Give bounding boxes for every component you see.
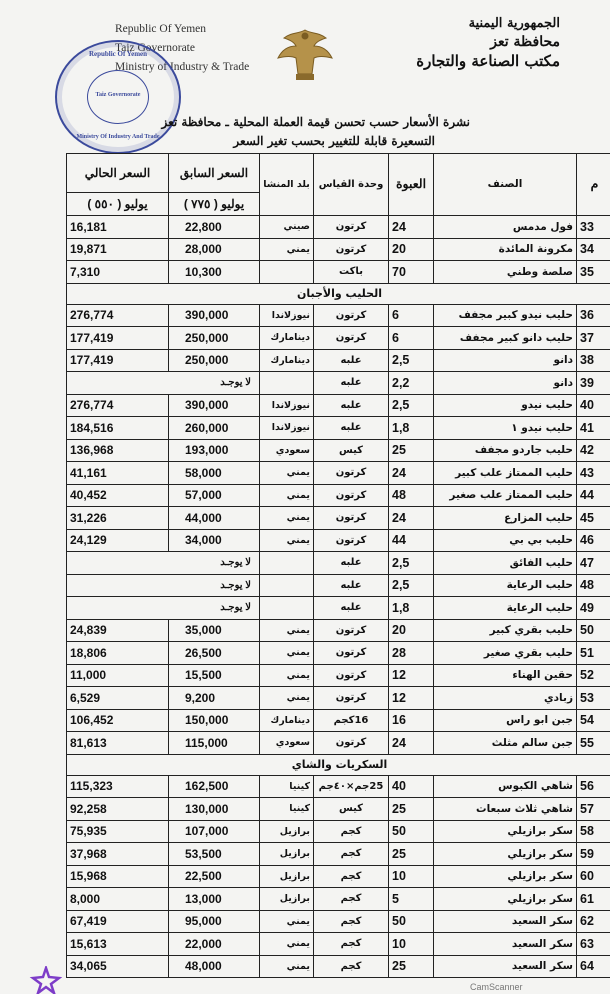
cell-origin: سعودي [260,732,314,755]
cell-pack: 25 [389,439,434,462]
cell-item: حليب نيدو كبير مجفف [434,304,577,327]
cell-new-price: 24,839 [67,619,169,642]
cell-new-price: 24,129 [67,529,169,552]
cell-pack: 6 [389,327,434,350]
cell-origin: يمني [260,664,314,687]
cell-new-price: 19,871 [67,238,169,261]
cell-item: حليب بي بي [434,529,577,552]
cell-old-price: 107,000 [169,820,260,843]
cell-num: 45 [577,507,610,530]
cell-origin: دينامارك [260,349,314,372]
cell-old-price: 390,000 [169,304,260,327]
cell-item: حليب نيدو ١ [434,417,577,440]
table-row [67,865,610,888]
table-row [67,349,610,372]
cell-num: 64 [577,955,610,978]
cell-item: حقين الهناء [434,664,577,687]
table-row [67,552,610,575]
cell-origin: كينيا [260,775,314,798]
cell-old-price: 57,000 [169,484,260,507]
cell-new-price: 7,310 [67,261,169,284]
cell-item: سكر السعيد [434,910,577,933]
table-row [67,529,610,552]
cell-pack: 16 [389,709,434,732]
cell-new-price: 34,065 [67,955,169,978]
cell-pack: 20 [389,238,434,261]
cell-unit: كرتون [314,529,389,552]
cell-unit: علبه [314,552,389,575]
cell-unit: كرتون [314,507,389,530]
cell-num: 33 [577,216,610,239]
cell-new-price: 31,226 [67,507,169,530]
cell-new-price: 40,452 [67,484,169,507]
cell-unit: كجم [314,955,389,978]
cell-new-price: 11,000 [67,664,169,687]
cell-old-price: 9,200 [169,687,260,710]
cell-origin: يمني [260,687,314,710]
section-row-sugar [67,754,610,775]
cell-unit: باكت [314,261,389,284]
col-header-pack: العبوة [389,154,434,216]
cell-origin [260,597,314,620]
cell-origin [260,261,314,284]
cell-pack: 2,2 [389,372,434,395]
cell-origin: يمني [260,529,314,552]
cell-pack: 70 [389,261,434,284]
cell-unit: كرتون [314,304,389,327]
cell-unit: كرتون [314,732,389,755]
cell-pack: 44 [389,529,434,552]
cell-unit: كجم [314,933,389,956]
table-group-milk [67,304,610,754]
cell-old-price: 13,000 [169,888,260,911]
cell-origin: يمني [260,462,314,485]
table-row [67,732,610,755]
letterhead-office-ar: مكتب الصناعة والتجارة [416,52,560,70]
table-row [67,709,610,732]
section-title-milk: الحليب والأجبان [67,283,610,304]
table-row [67,304,610,327]
cell-item: حليب الممتاز علب كبير [434,462,577,485]
cell-origin: يمني [260,642,314,665]
cell-origin: برازيل [260,843,314,866]
cell-num: 53 [577,687,610,710]
cell-new-price: 18,806 [67,642,169,665]
cell-num: 50 [577,619,610,642]
cell-num: 56 [577,775,610,798]
cell-item: حليب المزارع [434,507,577,530]
cell-item: دانو [434,349,577,372]
cell-new-price: 115,323 [67,775,169,798]
cell-unit: كيس [314,439,389,462]
cell-pack: 50 [389,910,434,933]
cell-unit: كجم [314,888,389,911]
table-row [67,597,610,620]
cell-origin: برازيل [260,865,314,888]
cell-origin: يمني [260,507,314,530]
cell-unit: كرتون [314,327,389,350]
cell-pack: 1,8 [389,417,434,440]
letterhead-country-en: Republic Of Yemen [115,23,207,35]
cell-old-price: 26,500 [169,642,260,665]
cell-pack: 2,5 [389,574,434,597]
cell-num: 51 [577,642,610,665]
cell-origin: نيوزلاندا [260,394,314,417]
cell-unit: كرتون [314,238,389,261]
cell-old-price: 44,000 [169,507,260,530]
cell-origin: يمني [260,910,314,933]
scanner-logo-icon [28,966,64,994]
section-row-milk [67,283,610,304]
cell-new-price: 67,419 [67,910,169,933]
yemen-eagle-emblem-icon [270,24,340,86]
cell-num: 34 [577,238,610,261]
table-row [67,238,610,261]
cell-item: سكر السعيد [434,955,577,978]
cell-pack: 12 [389,664,434,687]
table-row [67,798,610,821]
cell-origin: يمني [260,933,314,956]
cell-origin: يمني [260,484,314,507]
col-header-new-price: السعر الحالي [67,154,169,193]
cell-old-price: 48,000 [169,955,260,978]
cell-unit: علبه [314,417,389,440]
cell-num: 37 [577,327,610,350]
cell-old-price: 250,000 [169,327,260,350]
arabic-letterhead [416,14,560,71]
col-header-old-price: السعر السابق [169,154,260,193]
table-row [67,820,610,843]
cell-not-available: لا يوجـد [67,574,260,597]
cell-unit: كرتون [314,216,389,239]
cell-num: 61 [577,888,610,911]
cell-num: 49 [577,597,610,620]
cell-new-price: 41,161 [67,462,169,485]
cell-new-price: 15,968 [67,865,169,888]
cell-new-price: 15,613 [67,933,169,956]
cell-old-price: 150,000 [169,709,260,732]
cell-item: حليب جاردو مجفف [434,439,577,462]
cell-item: حليب بقري كبير [434,619,577,642]
cell-item: سكر برازيلي [434,865,577,888]
stamp-text-mid: Taiz Governorate [95,92,141,98]
cell-pack: 50 [389,820,434,843]
cell-pack: 6 [389,304,434,327]
cell-pack: 12 [389,687,434,710]
letterhead-country-ar: الجمهورية اليمنية [468,16,560,31]
cell-old-price: 115,000 [169,732,260,755]
cell-num: 36 [577,304,610,327]
cell-pack: 2,5 [389,552,434,575]
cell-pack: 25 [389,955,434,978]
cell-old-price: 22,000 [169,933,260,956]
cell-num: 43 [577,462,610,485]
cell-old-price: 193,000 [169,439,260,462]
cell-num: 42 [577,439,610,462]
cell-new-price: 81,613 [67,732,169,755]
cell-num: 58 [577,820,610,843]
cell-new-price: 75,935 [67,820,169,843]
cell-unit: علبه [314,597,389,620]
table-row [67,619,610,642]
cell-item: مكرونة المائدة [434,238,577,261]
table-row [67,372,610,395]
cell-item: شاهي الكبوس [434,775,577,798]
col-subheader-old-date: يوليو ( ٧٧٥ ) [169,193,260,216]
cell-item: سكر السعيد [434,933,577,956]
cell-origin [260,372,314,395]
cell-old-price: 250,000 [169,349,260,372]
letterhead-governorate-en: Taiz Governorate [115,42,195,54]
cell-origin: نيوزلاندا [260,417,314,440]
table-row [67,327,610,350]
cell-item: حليب الرعاية [434,597,577,620]
cell-num: 60 [577,865,610,888]
table-group-legumes [67,216,610,284]
cell-pack: 48 [389,484,434,507]
cell-unit: كرتون [314,484,389,507]
table-row [67,933,610,956]
cell-new-price: 8,000 [67,888,169,911]
cell-old-price: 28,000 [169,238,260,261]
table-row [67,664,610,687]
cell-old-price: 22,500 [169,865,260,888]
cell-not-available: لا يوجـد [67,552,260,575]
cell-old-price: 390,000 [169,394,260,417]
cell-not-available: لا يوجـد [67,372,260,395]
cell-old-price: 15,500 [169,664,260,687]
letterhead-office-en: Ministry of Industry & Trade [115,61,250,73]
cell-num: 46 [577,529,610,552]
table-group-sugar [67,775,610,978]
cell-old-price: 162,500 [169,775,260,798]
cell-new-price: 184,516 [67,417,169,440]
cell-item: شاهي ثلاث سبعات [434,798,577,821]
stamp-text-top: Republic Of Yemen [88,50,148,58]
cell-unit: كيس [314,798,389,821]
cell-item: سكر برازيلي [434,888,577,911]
cell-origin: كينيا [260,798,314,821]
cell-item: حليب بقري صغير [434,642,577,665]
cell-old-price: 130,000 [169,798,260,821]
cell-old-price: 35,000 [169,619,260,642]
col-header-unit: وحدة القياس [314,154,389,216]
cell-origin: برازيل [260,820,314,843]
table-row [67,687,610,710]
cell-pack: 2,5 [389,394,434,417]
cell-num: 57 [577,798,610,821]
cell-old-price: 58,000 [169,462,260,485]
cell-new-price: 37,968 [67,843,169,866]
bulletin-title: نشرة الأسعار حسب تحسن قيمة العملة المحلية ـ محافظة تعز [161,115,470,129]
cell-new-price: 276,774 [67,394,169,417]
cell-new-price: 106,452 [67,709,169,732]
cell-unit: كرتون [314,619,389,642]
price-table [66,153,610,978]
cell-num: 63 [577,933,610,956]
cell-num: 44 [577,484,610,507]
cell-origin: دينامارك [260,709,314,732]
bulletin-subtitle: التسعيرة قابلة للتغيير بحسب تغير السعر [233,134,435,148]
cell-num: 62 [577,910,610,933]
cell-num: 55 [577,732,610,755]
table-row [67,642,610,665]
section-title-sugar: السكريات والشاي [67,754,610,775]
cell-new-price: 177,419 [67,327,169,350]
cell-num: 47 [577,552,610,575]
scanner-watermark: CamScanner [470,982,523,992]
cell-item: سكر برازيلي [434,820,577,843]
table-row [67,216,610,239]
cell-num: 59 [577,843,610,866]
cell-unit: كرتون [314,664,389,687]
table-row [67,507,610,530]
cell-item: سكر برازيلي [434,843,577,866]
table-header-row [67,154,610,193]
cell-num: 35 [577,261,610,284]
cell-unit: كجم [314,820,389,843]
col-header-origin: بلد المنشا [260,154,314,216]
cell-pack: 25 [389,843,434,866]
cell-item: جبن ابو راس [434,709,577,732]
cell-unit: كجم [314,843,389,866]
cell-num: 48 [577,574,610,597]
cell-unit: كرتون [314,642,389,665]
cell-pack: 28 [389,642,434,665]
cell-unit: كرتون [314,462,389,485]
cell-item: حليب نيدو [434,394,577,417]
table-row [67,439,610,462]
cell-unit: علبه [314,574,389,597]
table-row [67,955,610,978]
cell-origin: صيني [260,216,314,239]
cell-origin: برازيل [260,888,314,911]
cell-unit: 16كجم [314,709,389,732]
cell-item: حليب الممتاز علب صغير [434,484,577,507]
cell-pack: 24 [389,732,434,755]
cell-origin: سعودي [260,439,314,462]
cell-pack: 20 [389,619,434,642]
cell-old-price: 10,300 [169,261,260,284]
cell-item: جبن سالم مثلث [434,732,577,755]
table-row [67,417,610,440]
table-row [67,574,610,597]
cell-pack: 24 [389,462,434,485]
cell-item: حليب الفائق [434,552,577,575]
cell-num: 39 [577,372,610,395]
cell-old-price: 53,500 [169,843,260,866]
cell-pack: 24 [389,507,434,530]
cell-unit: علبه [314,372,389,395]
cell-pack: 24 [389,216,434,239]
cell-origin [260,552,314,575]
cell-num: 54 [577,709,610,732]
cell-item: فول مدمس [434,216,577,239]
stamp-text-bottom: Ministry Of Industry And Trade [76,134,160,140]
table-row [67,462,610,485]
cell-num: 38 [577,349,610,372]
table-row [67,484,610,507]
cell-new-price: 92,258 [67,798,169,821]
table-row [67,843,610,866]
official-stamp-icon [55,40,181,154]
cell-item: صلصة وطني [434,261,577,284]
table-row [67,910,610,933]
col-subheader-new-date: يوليو ( ٥٥٠ ) [67,193,169,216]
letterhead-governorate-ar: محافظة تعز [490,34,560,50]
cell-pack: 10 [389,933,434,956]
cell-unit: علبه [314,394,389,417]
cell-pack: 5 [389,888,434,911]
cell-origin: يمني [260,619,314,642]
cell-new-price: 177,419 [67,349,169,372]
cell-old-price: 22,800 [169,216,260,239]
table-row [67,775,610,798]
cell-new-price: 136,968 [67,439,169,462]
table-row [67,261,610,284]
cell-num: 41 [577,417,610,440]
cell-item: زبادي [434,687,577,710]
col-header-item: الصنف [434,154,577,216]
cell-item: دانو [434,372,577,395]
cell-num: 52 [577,664,610,687]
cell-pack: 1,8 [389,597,434,620]
cell-pack: 2,5 [389,349,434,372]
table-row [67,888,610,911]
cell-old-price: 34,000 [169,529,260,552]
cell-origin: دينامارك [260,327,314,350]
cell-unit: كجم [314,865,389,888]
cell-old-price: 260,000 [169,417,260,440]
cell-origin [260,574,314,597]
cell-item: حليب دانو كبير مجفف [434,327,577,350]
cell-origin: نيوزلاندا [260,304,314,327]
cell-pack: 40 [389,775,434,798]
cell-origin: يمني [260,238,314,261]
cell-new-price: 276,774 [67,304,169,327]
cell-unit: علبه [314,349,389,372]
cell-pack: 25 [389,798,434,821]
col-header-num: م [577,154,610,216]
cell-new-price: 6,529 [67,687,169,710]
cell-new-price: 16,181 [67,216,169,239]
cell-num: 40 [577,394,610,417]
cell-not-available: لا يوجـد [67,597,260,620]
cell-unit: كرتون [314,687,389,710]
cell-pack: 10 [389,865,434,888]
table-row [67,394,610,417]
cell-old-price: 95,000 [169,910,260,933]
cell-item: حليب الرعاية [434,574,577,597]
cell-unit: كجم [314,910,389,933]
cell-unit: 25جم×٤٠جم [314,775,389,798]
cell-origin: يمني [260,955,314,978]
